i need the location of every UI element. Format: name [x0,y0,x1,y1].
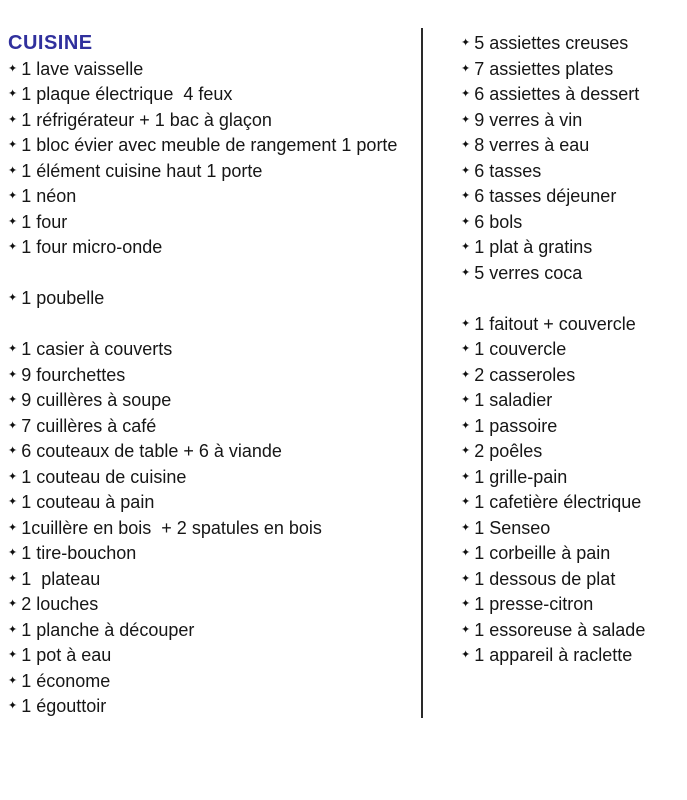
list-item-label: 1 égouttoir [21,696,107,717]
list-item-label: 9 verres à vin [474,109,583,130]
right-column [461,31,685,669]
list-item [461,108,685,134]
list-item [461,618,685,644]
list-item [8,108,418,134]
diamond-bullet-icon: ✦ [8,190,18,203]
list-item-label: 1 dessous de plat [474,568,616,589]
list-item-label: 1 lave vaisselle [21,58,144,79]
diamond-bullet-icon: ✦ [8,164,18,177]
diamond-bullet-icon: ✦ [461,62,471,75]
list-item [461,388,685,414]
list-item-label: 1 presse-citron [474,594,594,615]
list-item [461,643,685,669]
left-item-list [8,57,418,720]
right-item-list [461,31,685,669]
diamond-bullet-icon: ✦ [461,241,471,254]
blank-row [8,261,418,287]
list-item [8,694,418,720]
list-item [461,133,685,159]
list-item-label: 1 couteau à pain [21,492,155,513]
list-item-label: 7 cuillères à café [21,415,157,436]
diamond-bullet-icon: ✦ [8,700,18,713]
diamond-bullet-icon: ✦ [8,547,18,560]
list-item-label: 1 néon [21,186,77,207]
diamond-bullet-icon: ✦ [8,88,18,101]
list-item [8,337,418,363]
diamond-bullet-icon: ✦ [8,674,18,687]
diamond-bullet-icon: ✦ [461,470,471,483]
list-item-label: 1 pot à eau [21,645,112,666]
list-item [8,286,418,312]
list-item [461,567,685,593]
list-item [461,57,685,83]
list-item-label: 7 assiettes plates [474,58,614,79]
diamond-bullet-icon: ✦ [8,113,18,126]
diamond-bullet-icon: ✦ [8,598,18,611]
list-item [461,363,685,389]
list-item-label: 1 cafetière électrique [474,492,642,513]
list-item-label: 6 tasses déjeuner [474,186,617,207]
column-divider [421,28,423,718]
diamond-bullet-icon: ✦ [8,496,18,509]
list-item [8,516,418,542]
list-item-label: 1 bloc évier avec meuble de rangement 1 porte [21,135,398,156]
list-item-label: 6 bols [474,211,523,232]
list-item [8,159,418,185]
diamond-bullet-icon: ✦ [461,113,471,126]
list-item-label: 1 essoreuse à salade [474,619,646,640]
list-item [8,363,418,389]
list-item-label: 2 poêles [474,441,543,462]
list-item-label: 1 couteau de cuisine [21,466,187,487]
left-column [8,31,418,720]
diamond-bullet-icon: ✦ [461,368,471,381]
list-item [461,439,685,465]
list-item [8,184,418,210]
diamond-bullet-icon: ✦ [8,292,18,305]
list-item [461,312,685,338]
list-item [461,235,685,261]
list-item-label: 1 Senseo [474,517,551,538]
diamond-bullet-icon: ✦ [461,547,471,560]
list-item [461,337,685,363]
list-item-label: 1 passoire [474,415,558,436]
list-item-label: 1 faitout + couvercle [474,313,636,334]
blank-row [461,286,685,312]
diamond-bullet-icon: ✦ [461,521,471,534]
list-item [8,210,418,236]
diamond-bullet-icon: ✦ [461,317,471,330]
list-item [8,490,418,516]
list-item-label: 5 assiettes creuses [474,33,629,54]
diamond-bullet-icon: ✦ [8,394,18,407]
list-item-label: 8 verres à eau [474,135,590,156]
list-item-label: 9 cuillères à soupe [21,390,172,411]
list-item [8,133,418,159]
list-item-label: 1 économe [21,670,111,691]
list-item-label: 1 réfrigérateur + 1 bac à glaçon [21,109,272,130]
diamond-bullet-icon: ✦ [8,241,18,254]
list-item-label: 1 four micro-onde [21,237,163,258]
list-item-label: 1 corbeille à pain [474,543,611,564]
list-item-label: 1 plat à gratins [474,237,593,258]
diamond-bullet-icon: ✦ [461,266,471,279]
list-item [8,643,418,669]
diamond-bullet-icon: ✦ [8,215,18,228]
list-item-label: 1 planche à découper [21,619,195,640]
diamond-bullet-icon: ✦ [461,419,471,432]
list-item [461,592,685,618]
diamond-bullet-icon: ✦ [8,470,18,483]
list-item-label: 5 verres coca [474,262,583,283]
list-item-label: 1 casier à couverts [21,339,173,360]
diamond-bullet-icon: ✦ [461,394,471,407]
diamond-bullet-icon: ✦ [461,496,471,509]
list-item-label: 1 appareil à raclette [474,645,633,666]
list-item [8,388,418,414]
list-item [8,541,418,567]
diamond-bullet-icon: ✦ [8,649,18,662]
list-item-label: 1 saladier [474,390,553,411]
list-item [461,82,685,108]
list-item-label: 1 poubelle [21,288,105,309]
list-item [8,567,418,593]
list-item [8,592,418,618]
diamond-bullet-icon: ✦ [461,445,471,458]
list-item [8,57,418,83]
list-item [8,235,418,261]
diamond-bullet-icon: ✦ [8,572,18,585]
diamond-bullet-icon: ✦ [8,521,18,534]
list-item-label: 1 grille-pain [474,466,568,487]
list-item [461,31,685,57]
diamond-bullet-icon: ✦ [461,37,471,50]
list-item-label: 1 plaque électrique 4 feux [21,84,233,105]
diamond-bullet-icon: ✦ [8,62,18,75]
diamond-bullet-icon: ✦ [8,368,18,381]
diamond-bullet-icon: ✦ [8,445,18,458]
list-item-label: 6 tasses [474,160,542,181]
diamond-bullet-icon: ✦ [461,164,471,177]
diamond-bullet-icon: ✦ [8,139,18,152]
diamond-bullet-icon: ✦ [461,572,471,585]
list-item-label: 1 plateau [21,568,101,589]
diamond-bullet-icon: ✦ [461,88,471,101]
list-item [461,159,685,185]
list-item [8,414,418,440]
list-item [461,465,685,491]
title-row [8,31,418,57]
list-item-label: 6 couteaux de table + 6 à viande [21,441,282,462]
list-item [8,465,418,491]
list-item-label: 1 tire-bouchon [21,543,137,564]
list-item-label: 9 fourchettes [21,364,126,385]
list-item [461,414,685,440]
diamond-bullet-icon: ✦ [461,623,471,636]
list-item-label: 1 couvercle [474,339,567,360]
diamond-bullet-icon: ✦ [461,190,471,203]
list-item-label: 2 casseroles [474,364,576,385]
diamond-bullet-icon: ✦ [461,598,471,611]
list-item [461,210,685,236]
list-item [8,439,418,465]
diamond-bullet-icon: ✦ [8,623,18,636]
list-item [8,669,418,695]
page-title: CUISINE [8,32,93,55]
list-item-label: 1 élément cuisine haut 1 porte [21,160,263,181]
diamond-bullet-icon: ✦ [461,343,471,356]
diamond-bullet-icon: ✦ [461,139,471,152]
list-item-label: 2 louches [21,594,99,615]
list-item [461,490,685,516]
list-item [461,261,685,287]
list-item [461,184,685,210]
list-item [461,516,685,542]
list-item-label: 1 four [21,211,68,232]
list-item [461,541,685,567]
diamond-bullet-icon: ✦ [8,343,18,356]
diamond-bullet-icon: ✦ [461,649,471,662]
blank-row [8,312,418,338]
list-item-label: 6 assiettes à dessert [474,84,640,105]
diamond-bullet-icon: ✦ [8,419,18,432]
list-item [8,82,418,108]
diamond-bullet-icon: ✦ [461,215,471,228]
list-item-label: 1cuillère en bois + 2 spatules en bois [21,517,322,538]
list-item [8,618,418,644]
